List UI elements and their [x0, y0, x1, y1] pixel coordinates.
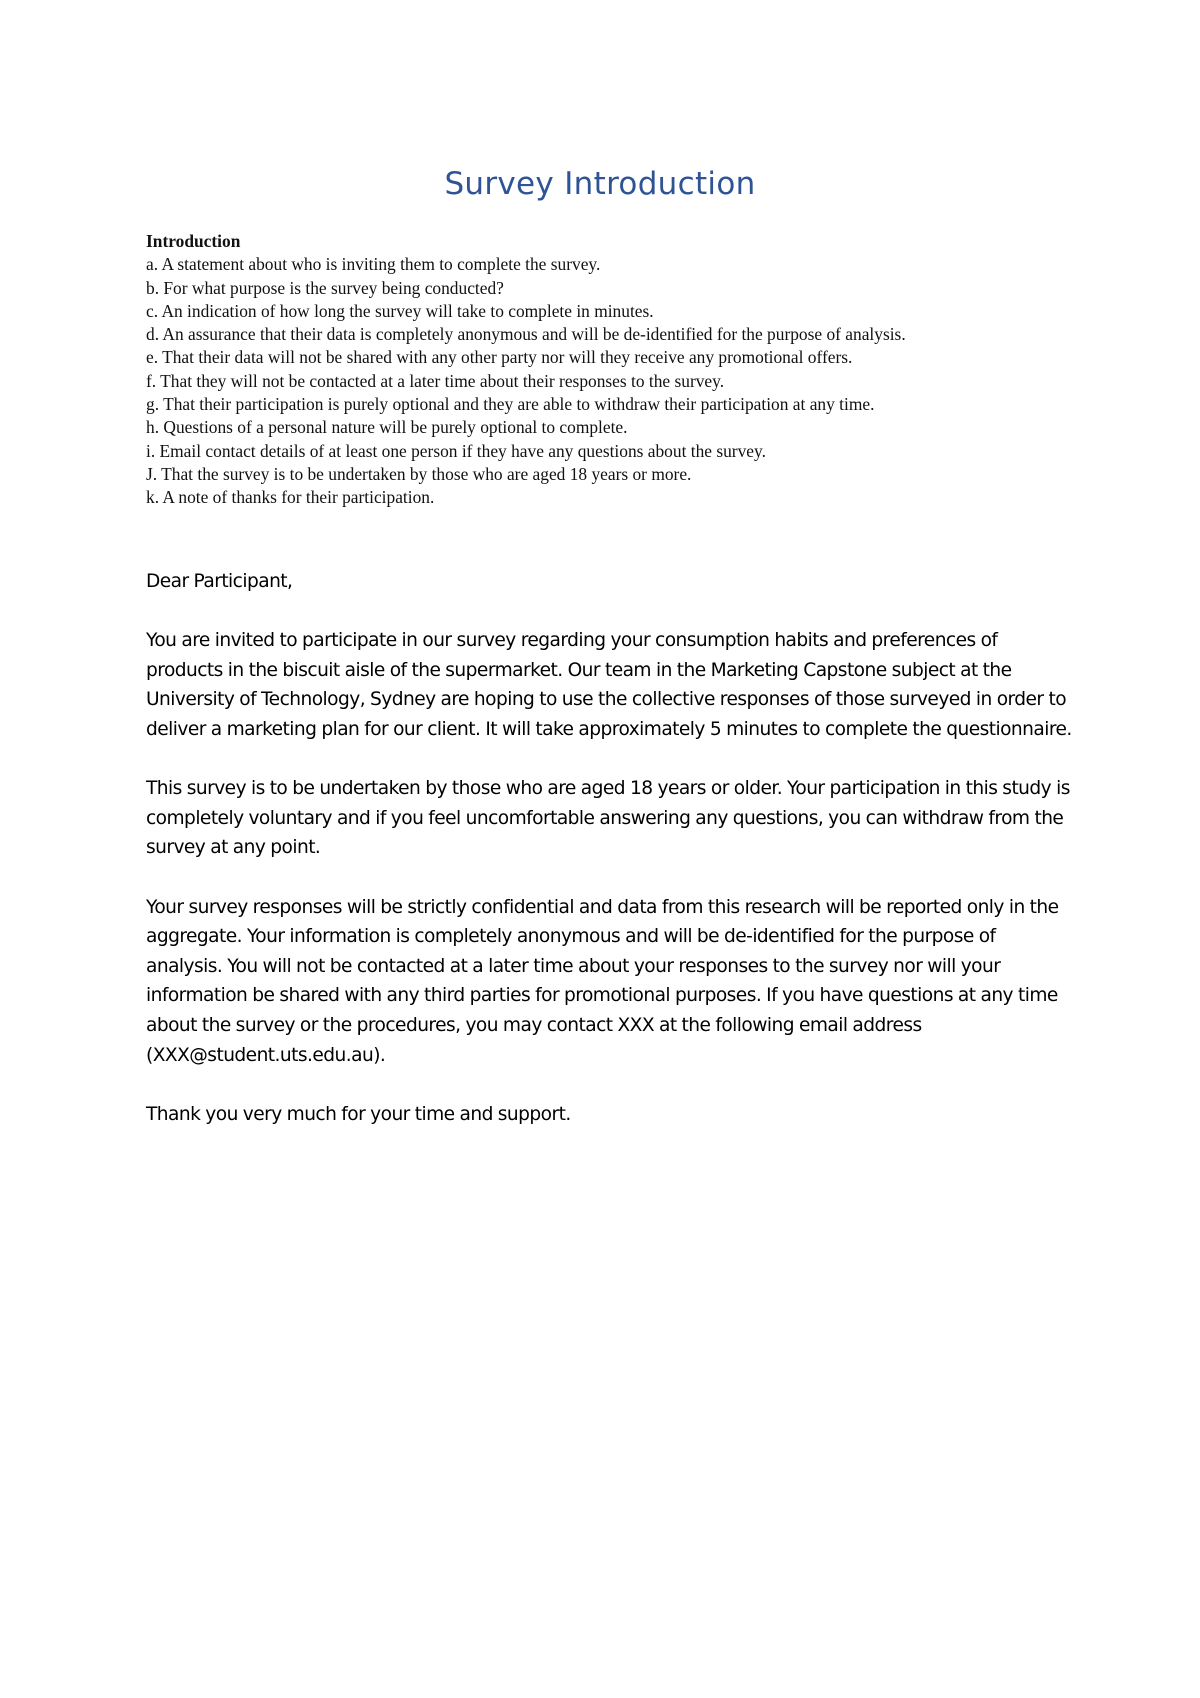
list-item: d. An assurance that their data is completely anonymous and will be de-identified for the purpose of analysis.: [146, 324, 906, 345]
letter-salutation: Dear Participant,: [146, 571, 293, 592]
list-item: i. Email contact details of at least one person if they have any questions about the survey.: [146, 440, 766, 461]
list-item: c. An indication of how long the survey will take to complete in minutes.: [146, 300, 654, 321]
list-item: f. That they will not be contacted at a later time about their responses to the survey.: [146, 370, 725, 391]
list-item: J. That the survey is to be undertaken by those who are aged 18 years or more.: [146, 463, 692, 484]
list-item: g. That their participation is purely optional and they are able to withdraw their participation at any time.: [146, 394, 875, 415]
list-item: b. For what purpose is the survey being conducted?: [146, 277, 504, 298]
letter-closing: Thank you very much for your time and support.: [146, 1103, 571, 1125]
introduction-heading: Introduction: [146, 231, 241, 251]
introduction-section: [146, 230, 1106, 510]
letter-paragraph-invitation: You are invited to participate in our survey regarding your consumption habits and preferences of products in the biscuit aisle of the supermarket. Our team in the Marketing Capstone subject at the University of Technology, Sydney are hoping to use the collective responses of those surveyed in order to deliver a marketing plan for our client. It will take approximately 5 minutes to complete the questionnaire.: [146, 630, 1072, 740]
list-item: a. A statement about who is inviting them to complete the survey.: [146, 254, 601, 275]
introduction-checklist: [146, 253, 1106, 509]
list-item: h. Questions of a personal nature will be purely optional to complete.: [146, 417, 628, 438]
participant-letter: [146, 567, 1076, 1159]
letter-paragraph-eligibility: This survey is to be undertaken by those who are aged 18 years or older. Your participation in this study is completely voluntary and if you feel uncomfortable answering any questions, you can withdraw from the survey at any point.: [146, 778, 1070, 859]
page-title: Survey Introduction: [444, 166, 756, 202]
list-item: e. That their data will not be shared with any other party nor will they receive any promotional offers.: [146, 347, 853, 368]
list-item: k. A note of thanks for their participation.: [146, 487, 435, 508]
letter-paragraph-confidentiality: Your survey responses will be strictly confidential and data from this research will be reported only in the aggregate. Your information is completely anonymous and will be de-identified for the purpose of analysis. You will not be contacted at a later time about your responses to the survey nor will your information be shared with any third parties for promotional purposes. If you have questions at any time about the survey or the procedures, you may contact XXX at the following email address (XXX@student.uts.edu.au).: [146, 896, 1059, 1066]
